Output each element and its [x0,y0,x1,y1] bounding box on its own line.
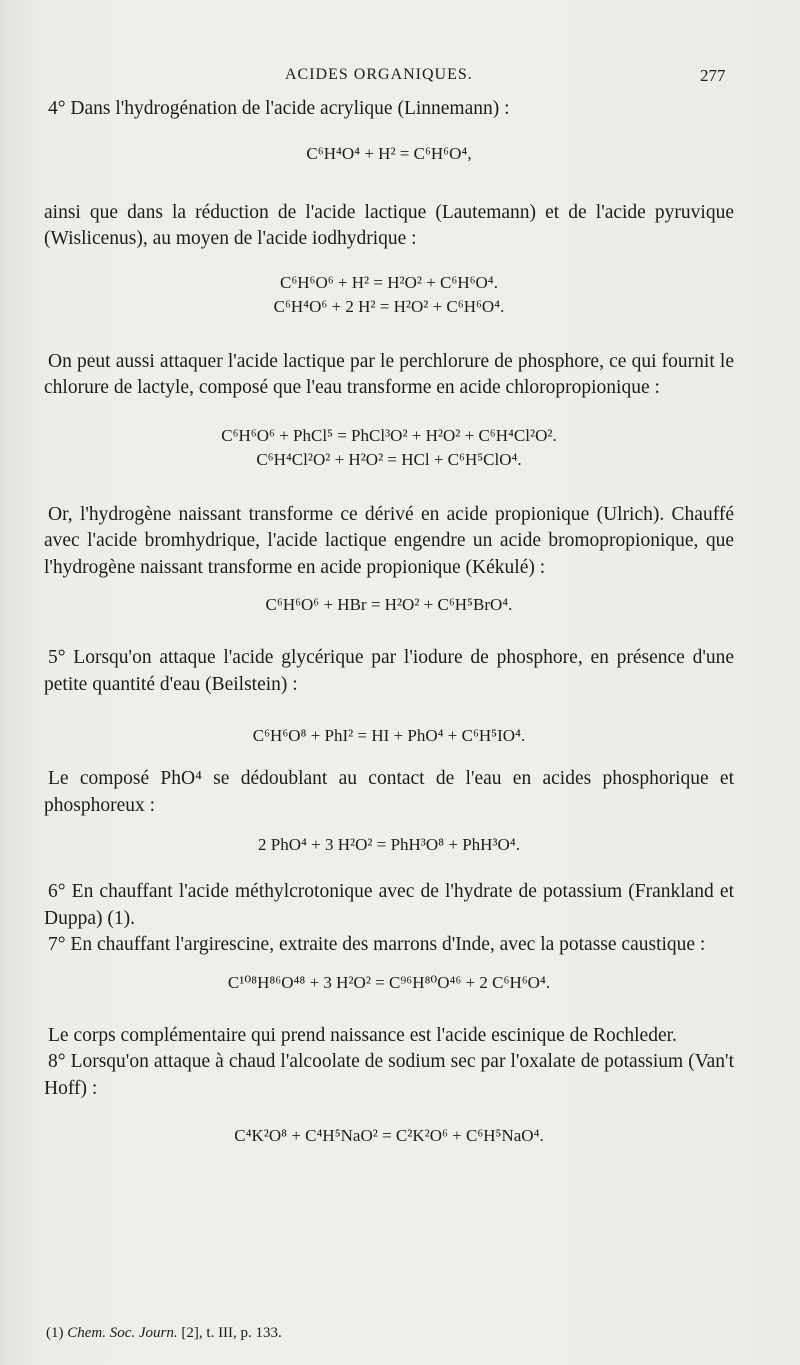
formula-1: C⁶H⁴O⁴ + H² = C⁶H⁶O⁴, [306,143,472,163]
page-number: 277 [700,66,726,85]
paragraph-2: ainsi que dans la réduction de l'acide lactique (Lautemann) et de l'acide pyruvique (Wislicenus), au moyen de l'acide iodhydrique : [44,201,734,249]
paragraph-3: On peut aussi attaquer l'acide lactique par le perchlorure de phosphore, ce qui fournit le chlorure de lactyle, composé que l'eau transforme en acide chloropropionique : [44,350,734,398]
page-body [44,96,734,1148]
formula-6: C⁶H⁶O⁶ + HBr = H²O² + C⁶H⁵BrO⁴. [265,595,513,614]
paragraph-10: 8° Lorsqu'on attaque à chaud l'alcoolate de sodium sec par l'oxalate de potassium (Van't Hoff) : [44,1051,734,1099]
paragraph-5: 5° Lorsqu'on attaque l'acide glycérique par l'iodure de phosphore, en présence d'une petite quantité d'eau (Beilstein) : [44,647,734,695]
paragraph-9: Le corps complémentaire qui prend naissance est l'acide escinique de Rochleder. [48,1024,677,1046]
formula-5: C⁶H⁴Cl²O² + H²O² = HCl + C⁶H⁵ClO⁴. [256,449,522,469]
footnote-reference: [2], t. III, p. 133. [181,1325,282,1341]
formula-8: 2 PhO⁴ + 3 H²O² = PhH³O⁸ + PhH³O⁴. [258,835,520,854]
running-title: ACIDES ORGANIQUES. [285,66,473,83]
page-header [0,66,800,90]
paragraph-6: Le composé PhO⁴ se dédoublant au contact de l'eau en acides phosphorique et phosphoreux : [44,768,734,816]
formula-3: C⁶H⁴O⁶ + 2 H² = H²O² + C⁶H⁶O⁴. [273,296,505,316]
formula-9: C¹⁰⁸H⁸⁶O⁴⁸ + 3 H²O² = C⁹⁶H⁸⁰O⁴⁶ + 2 C⁶H⁶O⁴. [227,972,551,992]
paragraph-1: 4° Dans l'hydrogénation de l'acide acrylique (Linnemann) : [48,98,510,119]
formula-10: C⁴K²O⁸ + C⁴H⁵NaO² = C²K²O⁶ + C⁶H⁵NaO⁴. [234,1126,544,1145]
formula-4: C⁶H⁶O⁶ + PhCl⁵ = PhCl³O² + H²O² + C⁶H⁴Cl²O². [221,425,557,445]
formula-7: C⁶H⁶O⁸ + PhI² = HI + PhO⁴ + C⁶H⁵IO⁴. [252,726,526,745]
footnote-source: Chem. Soc. Journ. [67,1325,178,1341]
footnote-marker: (1) [46,1325,64,1341]
footnote [46,1325,282,1342]
paragraph-8: 7° En chauffant l'argirescine, extraite des marrons d'Inde, avec la potasse caustique : [48,934,706,955]
paragraph-7: 6° En chauffant l'acide méthylcrotonique avec de l'hydrate de potassium (Frankland et Duppa) (1). [44,881,734,929]
paragraph-4: Or, l'hydrogène naissant transforme ce dérivé en acide propionique (Ulrich). Chauffé avec l'acide bromhydrique, l'acide lactique engendre un acide bromopropionique, que l'hydrogène naissant transforme en acide propionique (Kékulé) : [44,503,734,578]
formula-2: C⁶H⁶O⁶ + H² = H²O² + C⁶H⁶O⁴. [280,272,498,292]
